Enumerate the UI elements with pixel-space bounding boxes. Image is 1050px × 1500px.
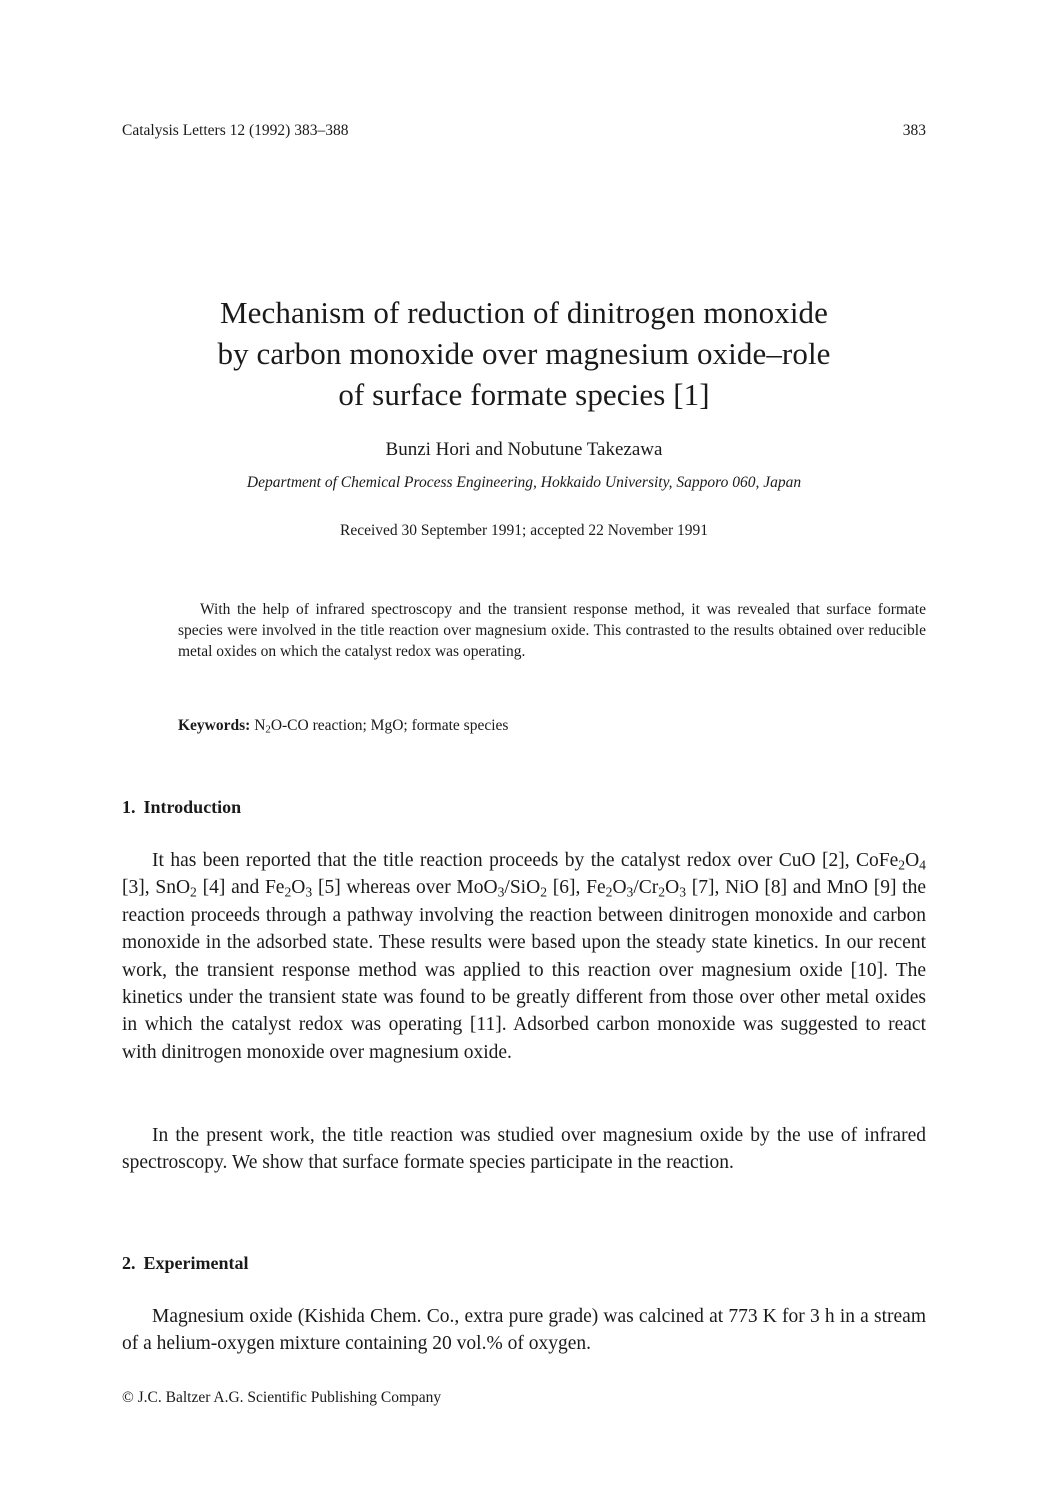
keywords-n: N [254,717,266,734]
keywords [178,717,508,735]
text-run: O [665,877,680,899]
paper-title [122,292,926,415]
authors: Bunzi Hori and Nobutune Takezawa [385,439,663,460]
text-run: [5] whereas over MoO [312,877,498,899]
text-run: [3], SnO [122,877,191,899]
section-heading-introduction [122,797,241,818]
subscript: 2 [540,884,548,900]
subscript: 2 [284,884,292,900]
subscript: 4 [919,857,926,873]
text-run: [6], Fe [547,877,606,899]
page-number: 383 [902,122,926,139]
section-title: Experimental [143,1253,249,1273]
abstract-text: With the help of infrared spectroscopy and the transient response method, it was revealed that surface formate species were involved in the title reaction over magnesium oxide. This contrasted to the results obtained over reducible metal oxides on which the catalyst redox was operating. [178,601,926,660]
copyright-footer: © J.C. Baltzer A.G. Scientific Publishing Company [122,1389,442,1406]
keywords-n-subscript: 2 [265,723,271,736]
section-title: Introduction [143,797,242,817]
section-number: 2. [122,1253,136,1273]
introduction-paragraph-1 [122,847,926,1066]
text-run: O [291,877,306,899]
introduction-paragraph-2 [122,1122,926,1177]
section-number: 1. [122,797,136,817]
subscript: 2 [605,884,613,900]
title-block [122,292,926,540]
subscript: 3 [626,884,634,900]
text-run: /Cr [633,877,659,899]
subscript: 2 [898,857,906,873]
subscript: 2 [190,884,197,900]
text-run: It has been reported that the title reaction proceeds by the catalyst redox over CuO [2], CoFe [152,850,899,871]
paragraph-text [122,847,926,1066]
text-run: O [612,877,627,899]
text-run: /SiO [504,877,541,899]
subscript: 3 [497,884,505,900]
subscript: 2 [658,884,666,900]
title-line-1: Mechanism of reduction of dinitrogen monoxide [219,295,828,330]
subscript: 3 [305,884,313,900]
received-dates: Received 30 September 1991; accepted 22 November 1991 [339,522,708,539]
affiliation: Department of Chemical Process Engineering, Hokkaido University, Sapporo 060, Japan [246,474,802,491]
section-heading-experimental [122,1253,249,1274]
paragraph-text: Magnesium oxide (Kishida Chem. Co., extra pure grade) was calcined at 773 K for 3 h in a stream of a helium-oxygen mixture containing 20 vol.% of oxygen. [122,1306,926,1355]
subscript: 3 [679,884,687,900]
journal-citation: Catalysis Letters 12 (1992) 383–388 [122,122,349,139]
paragraph-text: In the present work, the title reaction was studied over magnesium oxide by the use of infrared spectroscopy. We show that surface formate species participate in the reaction. [122,1125,926,1174]
text-run: O [905,850,920,871]
experimental-paragraph-1 [122,1303,926,1358]
abstract [178,599,926,662]
title-line-3: of surface formate species [1] [338,377,710,412]
text-run: [4] and Fe [196,877,285,899]
title-line-2: by carbon monoxide over magnesium oxide–role [217,336,831,371]
keywords-label: Keywords: [178,717,251,734]
keywords-text: O-CO reaction; MgO; formate species [270,717,509,734]
text-run: [7], NiO [8] and MnO [9] the reaction proceeds through a pathway involving the reaction between dinitrogen monoxide and carbon monoxide in the adsorbed state. These results were based upon the steady state kinetics. In our recent work, the transient response method was applied to this reaction over magnesium oxide [10]. The kinetics under the transient state was found to be greatly different from those over other metal oxides in which the catalyst redox was operating [11]. Adsorbed carbon monoxide was suggested to react with dinitrogen monoxide over magnesium oxide. [122,877,926,1063]
